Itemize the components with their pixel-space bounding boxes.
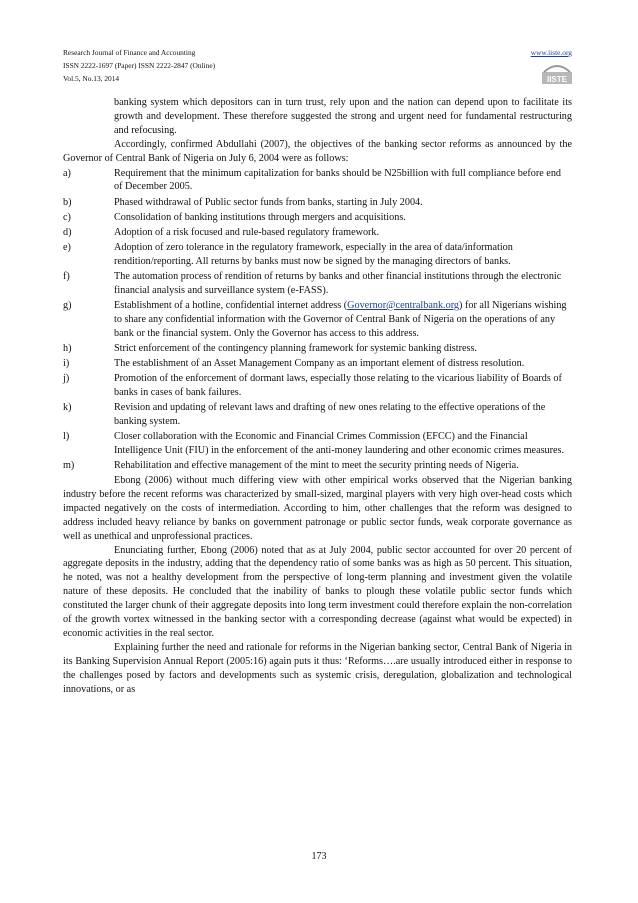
list-item-text: Phased withdrawal of Public sector funds from banks, starting in July 2004. [114,196,423,208]
list-marker: b) [63,196,72,208]
list-marker: i) [63,357,70,369]
page-number: 173 [311,851,327,862]
list-marker: a) [63,167,71,179]
intro-continuation: banking system which depositors can in turn trust, rely upon and the nation can depend upon to facilitate its growth and development. These therefore suggested the strong and urgent need for fundamental restructuring and refocusing. [114,97,572,136]
list-item [63,241,572,269]
list-marker: e) [63,241,71,253]
logo-text: IISTE [546,75,568,84]
ebong-enunciation-paragraph: Enunciating further, Ebong (2006) noted that as at July 2004, public sector accounted for over 20 percent of aggregate deposits in the industry, adding that the dependency ratio of some banks was as high as 50 percent. This situation, he noted, was not a healthy development from the perspective of long-term planning and investment given the volatile nature of these deposits. He concluded that the inability of banks to plough these volatile public sector funds which constituted the larger chunk of their aggregate deposits into long term investment could therefore explain the non-correlation of the growth vortex witnessed in the banking sector with a corresponding decrease (against what would be expected) in economic activities in the real sector. [63,544,572,639]
list-item [63,357,572,371]
list-item-text: Strict enforcement of the contingency planning framework for systemic banking distress. [114,342,477,354]
list-item [63,459,572,473]
list-item-text: Revision and updating of relevant laws and drafting of new ones relating to the effective operations of the banking system. [114,401,546,427]
list-item-text: Adoption of zero tolerance in the regulatory framework, especially in the area of data/information rendition/reporting. All returns by banks must now be signed by the managing directors of banks. [114,241,513,267]
list-item-text: Closer collaboration with the Economic and Financial Crimes Commission (EFCC) and the Financial Intelligence Unit (FIU) in the enforcement of the anti-money laundering and other economic crimes measures. [114,430,565,456]
volume-line: Vol.5, No.13, 2014 [63,74,120,83]
list-item-text: Rehabilitation and effective management of the mint to meet the security printing needs of Nigeria. [114,459,519,471]
list-item [63,372,572,400]
list-item-text: Promotion of the enforcement of dormant laws, especially those relating to the vicarious liability of Boards of banks in cases of bank failures. [114,372,562,398]
cbn-rationale-paragraph: Explaining further the need and rationale for reforms in the Nigerian banking sector, Central Bank of Nigeria in its Banking Supervision Annual Report (2005:16) again puts it thus: ‘Reforms….are usually introduced either in response to the challenges posed by factors and developments such as systemic crisis, deregulation, globalization and technological innovations, or as [63,641,572,695]
list-marker: k) [63,401,72,413]
list-marker: h) [63,342,72,354]
list-item [63,401,572,429]
list-item-text: The automation process of rendition of returns by banks and other financial institutions through the electronic financial analysis and surveillance system (e-FASS). [114,270,562,296]
list-item [63,196,572,210]
list-item [63,211,572,225]
list-item [63,342,572,356]
list-item-text: The establishment of an Asset Management Company as an important element of distress resolution. [114,357,525,369]
list-item-text: Adoption of a risk focused and rule-based regulatory framework. [114,226,380,238]
list-marker: g) [63,299,72,311]
list-marker: f) [63,270,70,282]
objectives-list [63,167,572,473]
ebong-observation-paragraph: Ebong (2006) without much differing view with other empirical works observed that the Nigerian banking industry before the recent reforms was characterized by small-sized, marginal players with very high over-head costs which impacted negatively on the costs of intermediation. According to him, other challenges that the reform was designed to address included heavy reliance by banks on government patronage or public sector funds, weak corporate governance as well as unethical and unprofessional practices. [63,475,572,542]
objectives-intro-paragraph: Accordingly, confirmed Abdullahi (2007), the objectives of the banking sector reforms as announced by the Governor of Central Bank of Nigeria on July 6, 2004 were as follows: [63,138,572,164]
list-item [63,299,572,341]
governor-email-link[interactable]: Governor@centralbank.org [347,299,460,311]
iiste-logo [542,62,572,84]
journal-name: Research Journal of Finance and Accounting [63,48,196,57]
list-item [63,226,572,240]
list-item [63,270,572,298]
issn-line: ISSN 2222-1697 (Paper) ISSN 2222-2847 (Online) [63,61,216,70]
list-item-text: Consolidation of banking institutions through mergers and acquisitions. [114,211,406,223]
list-item-text [114,299,572,341]
list-item [63,167,572,195]
list-marker: j) [63,372,70,384]
journal-url-link[interactable]: www.iiste.org [530,48,572,57]
list-marker: d) [63,226,72,238]
list-item [63,430,572,458]
article-body [63,96,572,697]
list-marker: l) [63,430,70,442]
list-item-text: Requirement that the minimum capitalization for banks should be N25billion with full compliance before end of December 2005. [114,167,562,193]
hotline-text-after: ) for all Nigerians wishing to share any confidential information with the Governor of Central Bank of Nigeria on the operations of any bank or the financial system. Only the Governor has access to this address. [114,299,567,339]
hotline-text-before: Establishment of a hotline, confidential internet address ( [114,299,348,311]
list-marker: c) [63,211,71,223]
list-marker: m) [63,459,75,471]
